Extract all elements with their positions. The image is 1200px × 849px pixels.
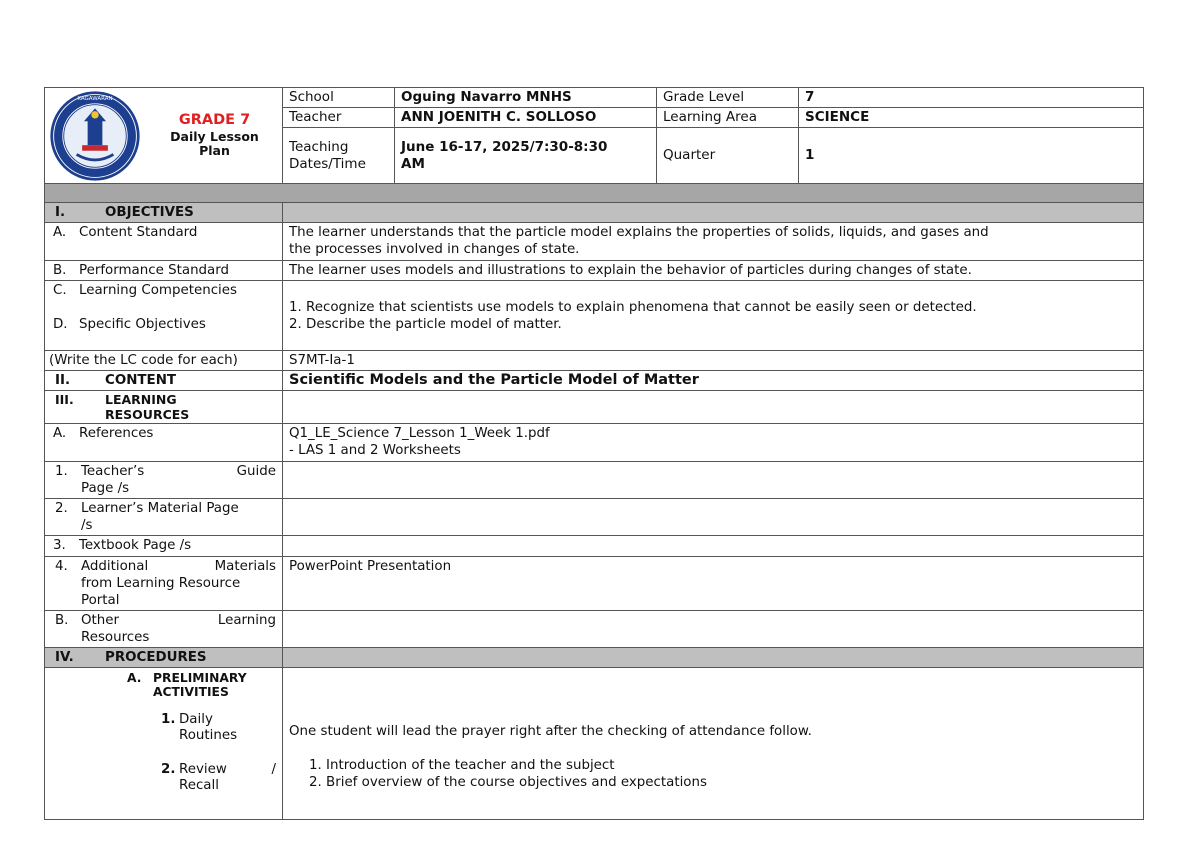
specific-objectives-num: D. (53, 317, 68, 332)
review-item: 1. Introduction of the teacher and the subject (309, 758, 615, 773)
textbook-text: Textbook Page /s (79, 538, 192, 553)
content-standard-text: Content Standard (79, 225, 198, 240)
review-item: 2. Brief overview of the course objectives and expectations (309, 775, 707, 790)
performance-standard-value: The learner uses models and illustrations to explain the behavior of particles during changes of state. (283, 261, 1144, 281)
deped-seal-icon (47, 90, 143, 182)
additional-materials-value: PowerPoint Presentation (283, 557, 1144, 611)
procedures-title: PROCEDURES (105, 650, 207, 665)
lesson-plan-document (44, 87, 1143, 820)
procedures-num: IV. (55, 650, 74, 665)
lc-code-value: S7MT-Ia-1 (283, 351, 1144, 371)
competencies-objectives-label (45, 281, 283, 351)
learners-material-text-b: /s (81, 518, 93, 533)
daily-routines-value: One student will lead the prayer right after the checking of attendance follow. (289, 724, 812, 739)
content-standard-line2: the processes involved in changes of state. (289, 242, 580, 257)
teachers-guide-num: 1. (55, 464, 68, 479)
textbook-num: 3. (53, 538, 66, 553)
objectives-num: I. (55, 205, 66, 220)
dates-label-line1: Teaching (289, 138, 349, 155)
plan-title-line1: Daily Lesson (170, 129, 259, 144)
learners-material-value (283, 499, 1144, 536)
dates-value-line1: June 16-17, 2025/7:30-8:30 (401, 138, 608, 155)
references-text: References (79, 426, 154, 441)
dates-value (395, 128, 657, 184)
dates-label-line2: Dates/Time (289, 155, 366, 172)
resources-title-line2: RESOURCES (105, 407, 190, 422)
other-resources-text-c: Resources (81, 630, 150, 645)
grade-level-value: 7 (799, 88, 1144, 108)
content-heading (45, 371, 283, 391)
performance-standard-text: Performance Standard (79, 263, 230, 278)
specific-objectives-text: Specific Objectives (79, 317, 206, 332)
learning-area-value: SCIENCE (799, 108, 1144, 128)
school-label: School (283, 88, 395, 108)
performance-standard-label (45, 261, 283, 281)
daily-routines-line1: Daily (179, 712, 213, 727)
lc-code-label: (Write the LC code for each) (45, 351, 283, 371)
specific-objectives-value (283, 281, 1144, 351)
resources-heading (45, 391, 283, 424)
competencies-text: Learning Competencies (79, 283, 237, 298)
additional-materials-text-a: Additional (81, 559, 149, 574)
learning-area-label: Learning Area (657, 108, 799, 128)
additional-materials-text-b: Materials (214, 559, 276, 574)
preliminary-activities-label (45, 668, 283, 820)
teachers-guide-value (283, 462, 1144, 499)
teacher-value: ANN JOENITH C. SOLLOSO (395, 108, 657, 128)
lesson-plan-table (44, 87, 1144, 820)
content-standard-value (283, 223, 1144, 261)
objectives-heading-fill (283, 203, 1144, 223)
other-resources-num: B. (55, 613, 69, 628)
additional-materials-num: 4. (55, 559, 68, 574)
content-standard-line1: The learner understands that the particle model explains the properties of solids, liquids, and gases and (289, 225, 989, 240)
header-logo-cell (45, 88, 283, 184)
plan-title-line2: Plan (199, 143, 230, 158)
specific-objective-item: 1. Recognize that scientists use models to explain phenomena that cannot be easily seen or detected. (289, 300, 977, 315)
grade-title: GRADE 7 (178, 112, 251, 128)
procedures-heading (45, 648, 283, 668)
preliminary-line1: PRELIMINARY (153, 671, 247, 685)
content-title: CONTENT (105, 373, 177, 388)
preliminary-activities-value (283, 668, 1144, 820)
learners-material-label (45, 499, 283, 536)
quarter-value: 1 (799, 128, 1144, 184)
teachers-guide-text-a: Teacher’s (81, 464, 145, 479)
competencies-num: C. (53, 283, 67, 298)
preliminary-line2: ACTIVITIES (153, 685, 229, 699)
objectives-title: OBJECTIVES (105, 205, 194, 220)
procedures-heading-fill (283, 648, 1144, 668)
references-line2: - LAS 1 and 2 Worksheets (289, 443, 461, 458)
teachers-guide-label (45, 462, 283, 499)
additional-materials-text-d: Portal (81, 593, 120, 608)
additional-materials-label (45, 557, 283, 611)
references-line1: Q1_LE_Science 7_Lesson 1_Week 1.pdf (289, 426, 550, 441)
school-value: Oguing Navarro MNHS (395, 88, 657, 108)
review-line1a: Review (179, 762, 227, 777)
header-separator-bar (45, 184, 1144, 203)
svg-text:KAGAWARAN: KAGAWARAN (77, 95, 113, 102)
references-value (283, 424, 1144, 462)
review-line1b: / (271, 762, 276, 777)
learners-material-text-a: Learner’s Material Page (81, 501, 239, 516)
teachers-guide-text-b: Guide (236, 464, 276, 479)
specific-objective-item: 2. Describe the particle model of matter. (289, 317, 562, 332)
review-num: 2. (161, 762, 176, 777)
grade-level-label: Grade Level (657, 88, 799, 108)
content-standard-label (45, 223, 283, 261)
references-num: A. (53, 426, 67, 441)
preliminary-num: A. (127, 671, 142, 685)
resources-heading-fill (283, 391, 1144, 424)
performance-standard-num: B. (53, 263, 67, 278)
other-resources-text-b: Learning (217, 613, 276, 628)
quarter-label: Quarter (657, 128, 799, 184)
other-resources-value (283, 611, 1144, 648)
content-value: Scientific Models and the Particle Model of Matter (283, 371, 1144, 391)
resources-title-line1: LEARNING (105, 392, 177, 407)
teachers-guide-text-c: Page /s (81, 481, 130, 496)
daily-routines-num: 1. (161, 712, 176, 727)
dates-value-line2: AM (401, 155, 425, 172)
learners-material-num: 2. (55, 501, 68, 516)
other-resources-text-a: Other (81, 613, 120, 628)
additional-materials-text-c: from Learning Resource (81, 576, 241, 591)
resources-num: III. (55, 392, 74, 407)
references-label (45, 424, 283, 462)
teacher-label: Teacher (283, 108, 395, 128)
dates-label (283, 128, 395, 184)
daily-routines-line2: Routines (179, 728, 238, 743)
content-num: II. (55, 373, 71, 388)
textbook-label (45, 536, 283, 557)
other-resources-label (45, 611, 283, 648)
textbook-value (283, 536, 1144, 557)
content-standard-num: A. (53, 225, 67, 240)
objectives-heading (45, 203, 283, 223)
review-line2: Recall (179, 778, 219, 793)
